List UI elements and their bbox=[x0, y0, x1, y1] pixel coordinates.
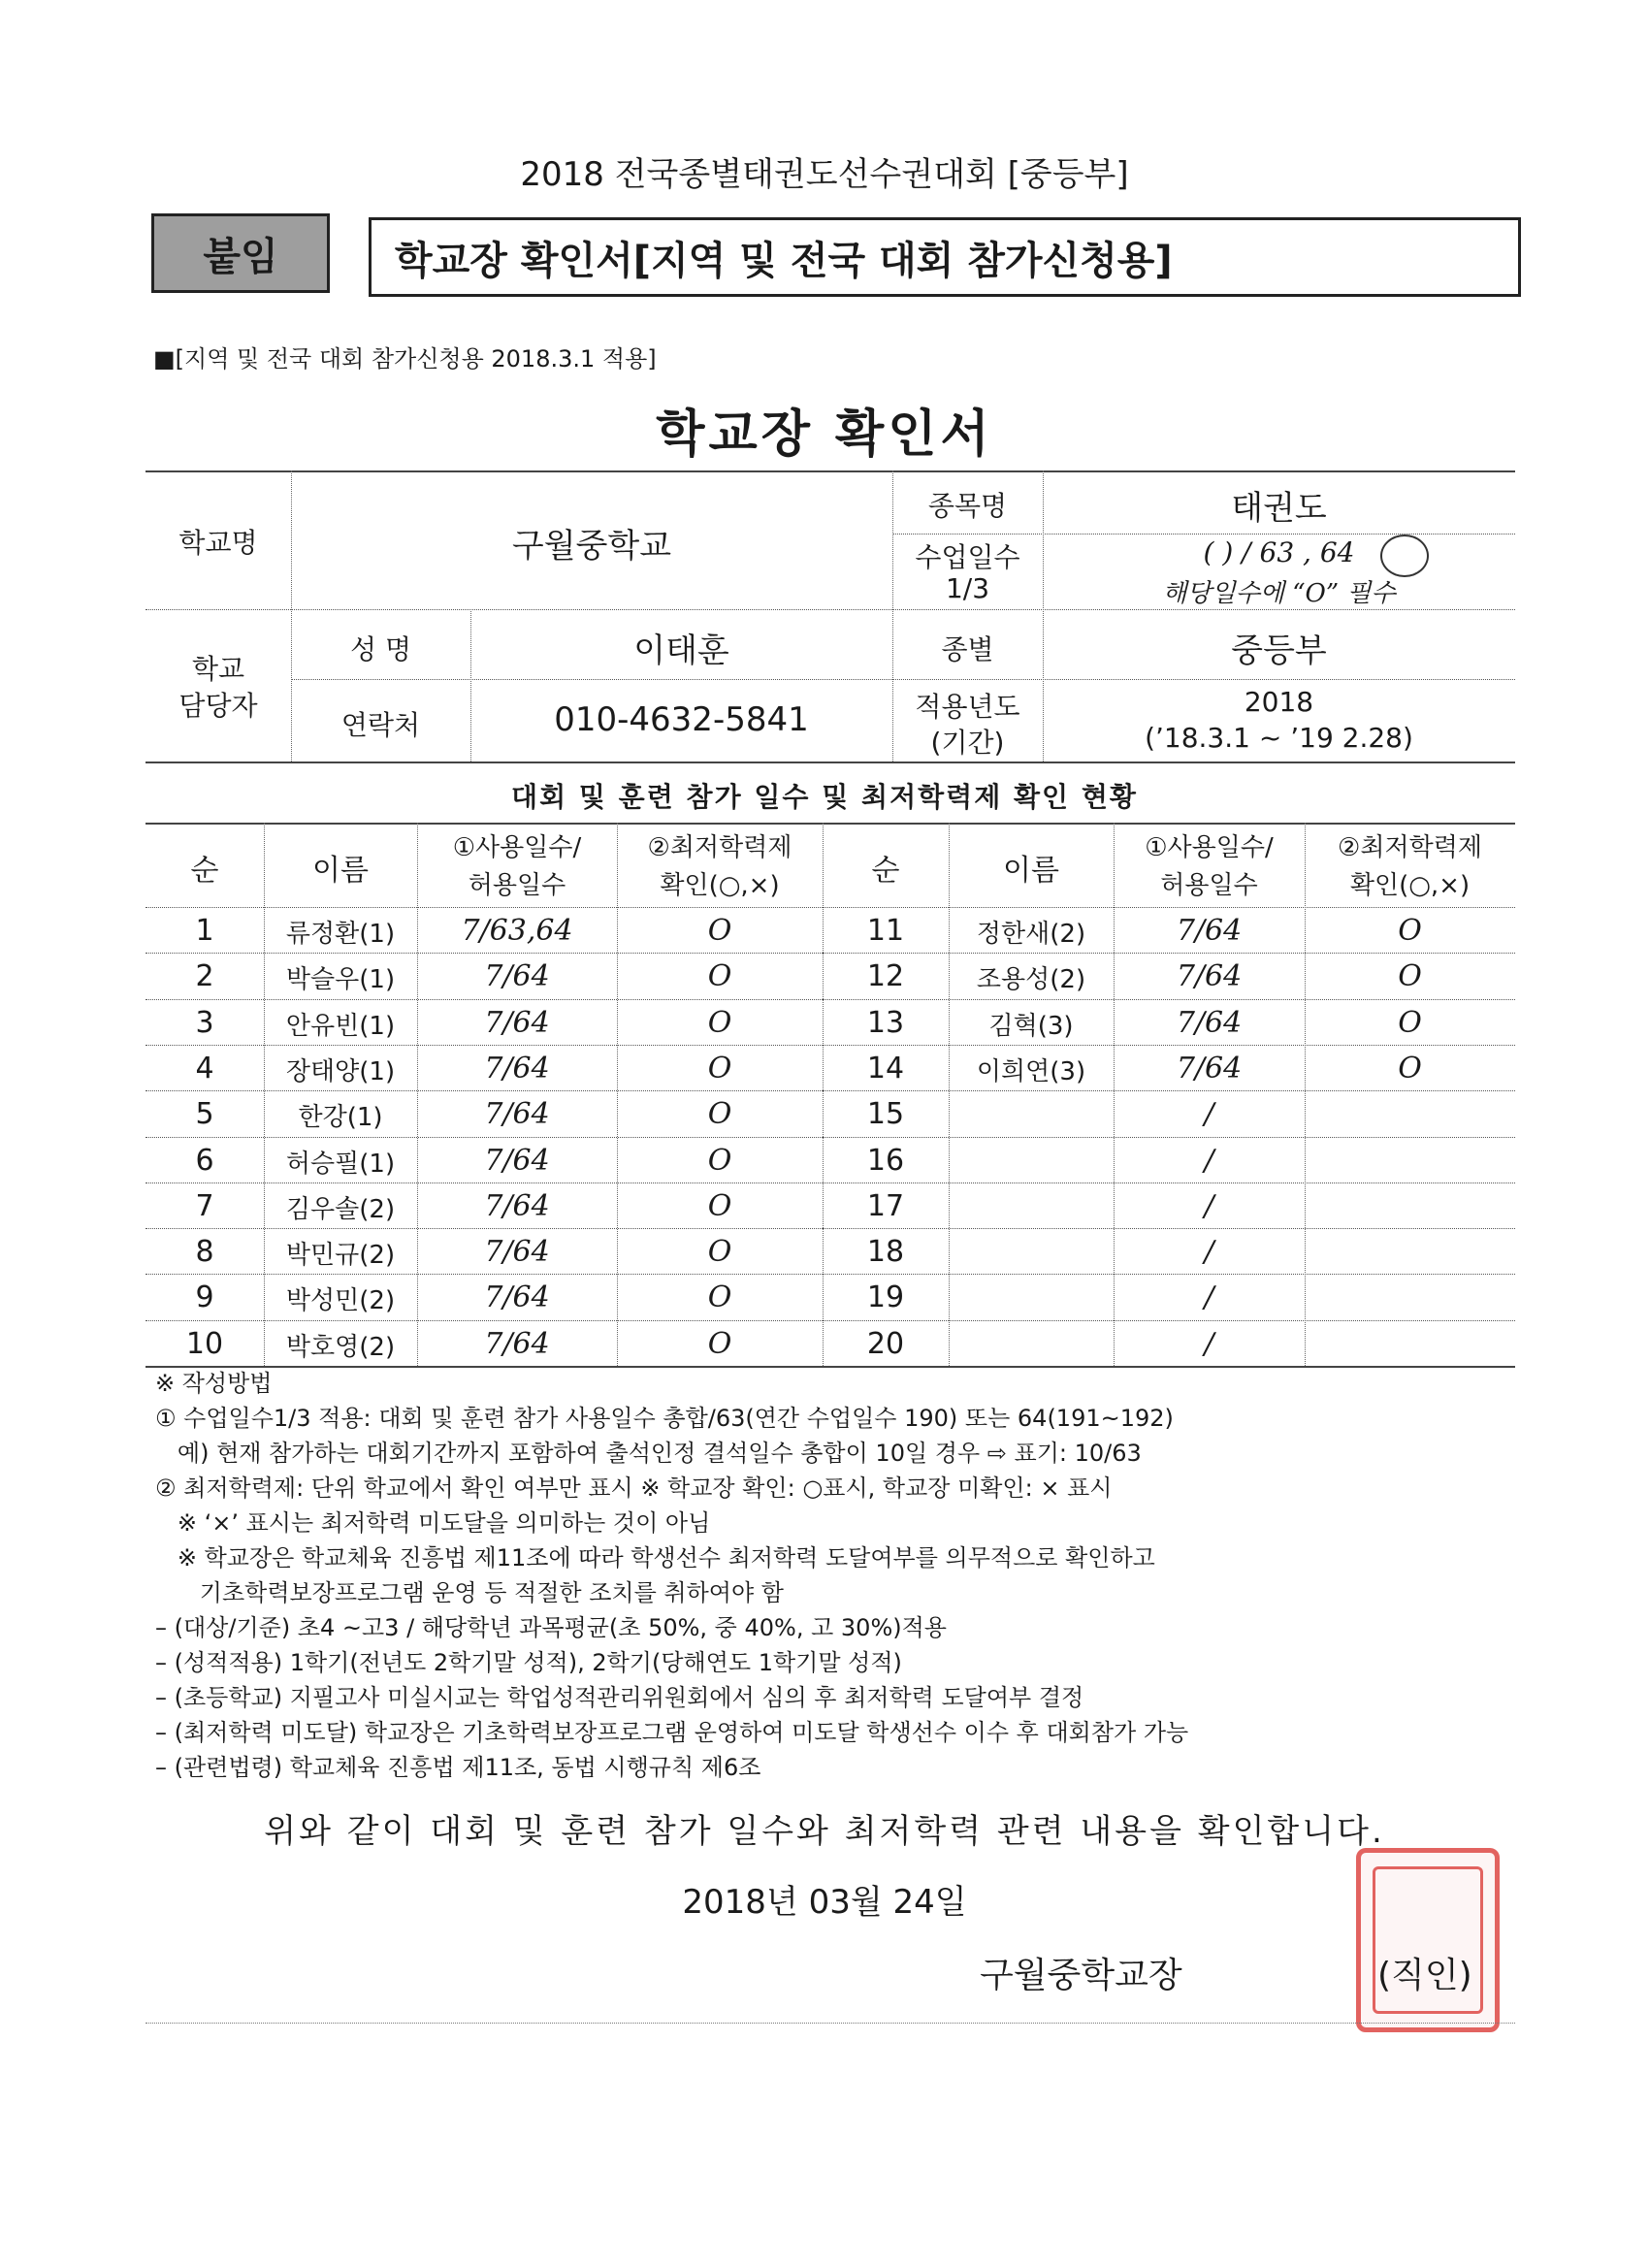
status-left-no-3: 3 bbox=[195, 1005, 214, 1040]
instructions bbox=[155, 1366, 1513, 1785]
status-left-days-9: 7/64 bbox=[484, 1280, 550, 1315]
instruction-line: ※ 작성방법 bbox=[155, 1370, 273, 1397]
instruction-line: ② 최저학력제: 단위 학교에서 확인 여부만 표시 ※ 학교장 확인: ○표시, 학교장 미확인: × 표시 bbox=[155, 1474, 1113, 1502]
status-left-no-5: 5 bbox=[195, 1097, 214, 1132]
status-left-days-10: 7/64 bbox=[484, 1326, 550, 1361]
header-days1-left: ①사용일수/ bbox=[452, 833, 582, 862]
status-right-check-1: O bbox=[1398, 914, 1422, 948]
days-label-2: 1/3 bbox=[945, 572, 990, 604]
division-label: 종별 bbox=[941, 633, 994, 665]
status-right-no-3: 13 bbox=[866, 1005, 905, 1040]
status-right-days-2: 7/64 bbox=[1176, 959, 1243, 994]
status-right-days-1: 7/64 bbox=[1176, 914, 1243, 948]
header-days2-right: 허용일수 bbox=[1160, 871, 1258, 900]
status-left-no-9: 9 bbox=[195, 1280, 214, 1315]
status-right-days-6: / bbox=[1204, 1143, 1214, 1178]
status-left-check-4: O bbox=[707, 1051, 732, 1085]
status-left-no-7: 7 bbox=[195, 1188, 214, 1223]
status-left-days-5: 7/64 bbox=[484, 1097, 550, 1132]
issue-date: 2018년 03월 24일 bbox=[682, 1883, 967, 1922]
status-left-name-2: 박슬우(1) bbox=[285, 965, 396, 995]
status-right-days-8: / bbox=[1204, 1235, 1214, 1270]
instruction-line: ※ 학교장은 학교체육 진흥법 제11조에 따라 학생선수 최저학력 도달여부를 의무적으로 확인하고 bbox=[155, 1544, 1155, 1571]
status-left-name-7: 김우솔(2) bbox=[285, 1194, 396, 1224]
year-value: 2018 bbox=[1244, 686, 1314, 718]
event-value: 태권도 bbox=[1231, 489, 1327, 528]
event-title: 2018 전국종별태권도선수권대회 [중등부] bbox=[520, 155, 1129, 194]
status-right-days-3: 7/64 bbox=[1176, 1005, 1243, 1040]
instruction-line: – (대상/기준) 초4 ~고3 / 해당학년 과목평균(초 50%, 중 40%, 고 30%)적용 bbox=[155, 1614, 947, 1641]
instruction-line: – (관련법령) 학교체육 진흥법 제11조, 동법 시행규칙 제6조 bbox=[155, 1754, 761, 1781]
status-left-name-6: 허승필(1) bbox=[285, 1149, 396, 1179]
instruction-line: 예) 현재 참가하는 대회기간까지 포함하여 출석인정 결석일수 총합이 10일 경우 ⇨ 표기: 10/63 bbox=[155, 1440, 1142, 1467]
header-days1-right: ①사용일수/ bbox=[1145, 833, 1274, 862]
header-check1-right: ②최저학력제 bbox=[1338, 833, 1482, 862]
year-label: 적용년도 bbox=[915, 691, 1020, 723]
event-label: 종목명 bbox=[927, 490, 1008, 522]
status-left-days-7: 7/64 bbox=[484, 1188, 550, 1223]
status-right-days-10: / bbox=[1204, 1326, 1214, 1361]
status-right-no-5: 15 bbox=[866, 1097, 905, 1132]
seal-label: (직인) bbox=[1377, 1956, 1472, 1995]
days-label: 수업일수 bbox=[915, 541, 1020, 573]
status-left-check-2: O bbox=[707, 959, 732, 994]
status-left-name-9: 박성민(2) bbox=[285, 1286, 396, 1316]
status-right-name-4: 이희연(3) bbox=[976, 1056, 1086, 1086]
status-right-name-3: 김혁(3) bbox=[988, 1011, 1074, 1041]
attachment-badge: 붙임 bbox=[151, 213, 330, 293]
status-left-no-4: 4 bbox=[195, 1051, 214, 1085]
status-left-check-3: O bbox=[707, 1005, 732, 1040]
instruction-line: – (초등학교) 지필고사 미실시교는 학업성적관리위원회에서 심의 후 최저학력 도달여부 결정 bbox=[155, 1684, 1084, 1711]
circled-64-mark bbox=[1380, 535, 1429, 577]
status-left-name-3: 안유빈(1) bbox=[285, 1011, 396, 1041]
manager-label-2: 담당자 bbox=[178, 690, 258, 722]
status-left-days-6: 7/64 bbox=[484, 1143, 550, 1178]
status-left-check-9: O bbox=[707, 1280, 732, 1315]
header-name-left: 이름 bbox=[312, 854, 369, 888]
instruction-line: ※ ‘×’ 표시는 최저학력 미도달을 의미하는 것이 아님 bbox=[155, 1509, 711, 1537]
apply-note: ■[지역 및 전국 대회 참가신청용 2018.3.1 적용] bbox=[153, 345, 657, 373]
manager-label: 학교 bbox=[191, 653, 245, 685]
status-right-no-9: 19 bbox=[866, 1280, 905, 1315]
school-name: 구월중학교 bbox=[511, 527, 672, 566]
status-left-name-4: 장태양(1) bbox=[285, 1056, 396, 1086]
status-right-no-6: 16 bbox=[866, 1143, 905, 1178]
status-right-days-9: / bbox=[1204, 1280, 1214, 1315]
status-left-name-1: 류정환(1) bbox=[285, 920, 396, 949]
status-left-check-6: O bbox=[707, 1143, 732, 1178]
status-right-check-2: O bbox=[1398, 959, 1422, 994]
school-label: 학교명 bbox=[178, 527, 258, 559]
status-right-no-10: 20 bbox=[866, 1326, 905, 1361]
days-value: ( ) / 63 , 64 bbox=[1203, 536, 1355, 568]
status-left-days-8: 7/64 bbox=[484, 1235, 550, 1270]
status-right-days-5: / bbox=[1204, 1097, 1214, 1132]
instruction-line: ① 수업일수1/3 적용: 대회 및 훈련 참가 사용일수 총합/63(연간 수업일수 190) 또는 64(191~192) bbox=[155, 1405, 1174, 1432]
status-left-no-8: 8 bbox=[195, 1235, 214, 1270]
status-left-check-10: O bbox=[707, 1326, 732, 1361]
status-left-days-1: 7/63,64 bbox=[461, 914, 573, 948]
contact-value: 010-4632-5841 bbox=[554, 700, 809, 739]
status-right-days-7: / bbox=[1204, 1188, 1214, 1223]
year-period: (’18.3.1 ~ ’19 2.28) bbox=[1145, 722, 1413, 754]
principal-title: 구월중학교장 bbox=[980, 1956, 1182, 1995]
status-left-name-5: 한강(1) bbox=[298, 1103, 383, 1133]
header-check2-right: 확인(○,×) bbox=[1349, 871, 1471, 900]
confirmation-text: 위와 같이 대회 및 훈련 참가 일수와 최저학력 관련 내용을 확인합니다. bbox=[264, 1812, 1385, 1851]
header-check1-left: ②최저학력제 bbox=[647, 833, 792, 862]
status-right-check-4: O bbox=[1398, 1051, 1422, 1085]
status-left-days-2: 7/64 bbox=[484, 959, 550, 994]
header-name-right: 이름 bbox=[1003, 854, 1059, 888]
official-seal bbox=[1356, 1848, 1500, 2032]
status-left-days-4: 7/64 bbox=[484, 1051, 550, 1085]
header-no-right: 순 bbox=[871, 854, 900, 888]
instruction-line: – (성적적용) 1학기(전년도 2학기말 성적), 2학기(당해연도 1학기말 성적) bbox=[155, 1649, 902, 1676]
instruction-line: – (최저학력 미도달) 학교장은 기초학력보장프로그램 운영하여 미도달 학생선수 이수 후 대회참가 가능 bbox=[155, 1719, 1189, 1746]
status-left-no-10: 10 bbox=[185, 1326, 224, 1361]
name-label: 성 명 bbox=[350, 633, 411, 665]
contact-label: 연락처 bbox=[340, 709, 421, 741]
status-right-no-1: 11 bbox=[866, 914, 905, 948]
header-check2-left: 확인(○,×) bbox=[660, 871, 780, 900]
status-right-no-8: 18 bbox=[866, 1235, 905, 1270]
year-label-2: (기간) bbox=[930, 727, 1005, 759]
days-note: 해당일수에 “O” 필수 bbox=[1162, 579, 1396, 608]
document-title: 학교장 확인서 bbox=[656, 405, 993, 464]
status-left-check-1: O bbox=[707, 914, 732, 948]
status-left-days-3: 7/64 bbox=[484, 1005, 550, 1040]
header-no-left: 순 bbox=[190, 854, 219, 888]
header-days2-left: 허용일수 bbox=[468, 871, 566, 900]
status-title: 대회 및 훈련 참가 일수 및 최저학력제 확인 현황 bbox=[511, 781, 1138, 813]
status-left-name-8: 박민규(2) bbox=[285, 1241, 396, 1271]
status-right-no-7: 17 bbox=[866, 1188, 905, 1223]
status-left-check-7: O bbox=[707, 1188, 732, 1223]
status-right-name-1: 정한새(2) bbox=[976, 920, 1086, 949]
banner-title: 학교장 확인서[지역 및 전국 대회 참가신청용] bbox=[369, 217, 1521, 297]
status-left-no-6: 6 bbox=[195, 1143, 214, 1178]
status-right-days-4: 7/64 bbox=[1176, 1051, 1243, 1085]
status-left-no-1: 1 bbox=[195, 914, 214, 948]
status-right-no-2: 12 bbox=[866, 959, 905, 994]
status-right-name-2: 조용성(2) bbox=[976, 965, 1086, 995]
division-value: 중등부 bbox=[1231, 632, 1327, 670]
manager-name: 이태훈 bbox=[633, 632, 729, 670]
status-left-name-10: 박호영(2) bbox=[285, 1332, 396, 1362]
instruction-line: 기초학력보장프로그램 운영 등 적절한 조치를 취하여야 함 bbox=[155, 1579, 784, 1606]
status-right-check-3: O bbox=[1398, 1005, 1422, 1040]
status-left-check-5: O bbox=[707, 1097, 732, 1132]
status-left-check-8: O bbox=[707, 1235, 732, 1270]
status-left-no-2: 2 bbox=[195, 959, 214, 994]
status-right-no-4: 14 bbox=[866, 1051, 905, 1085]
